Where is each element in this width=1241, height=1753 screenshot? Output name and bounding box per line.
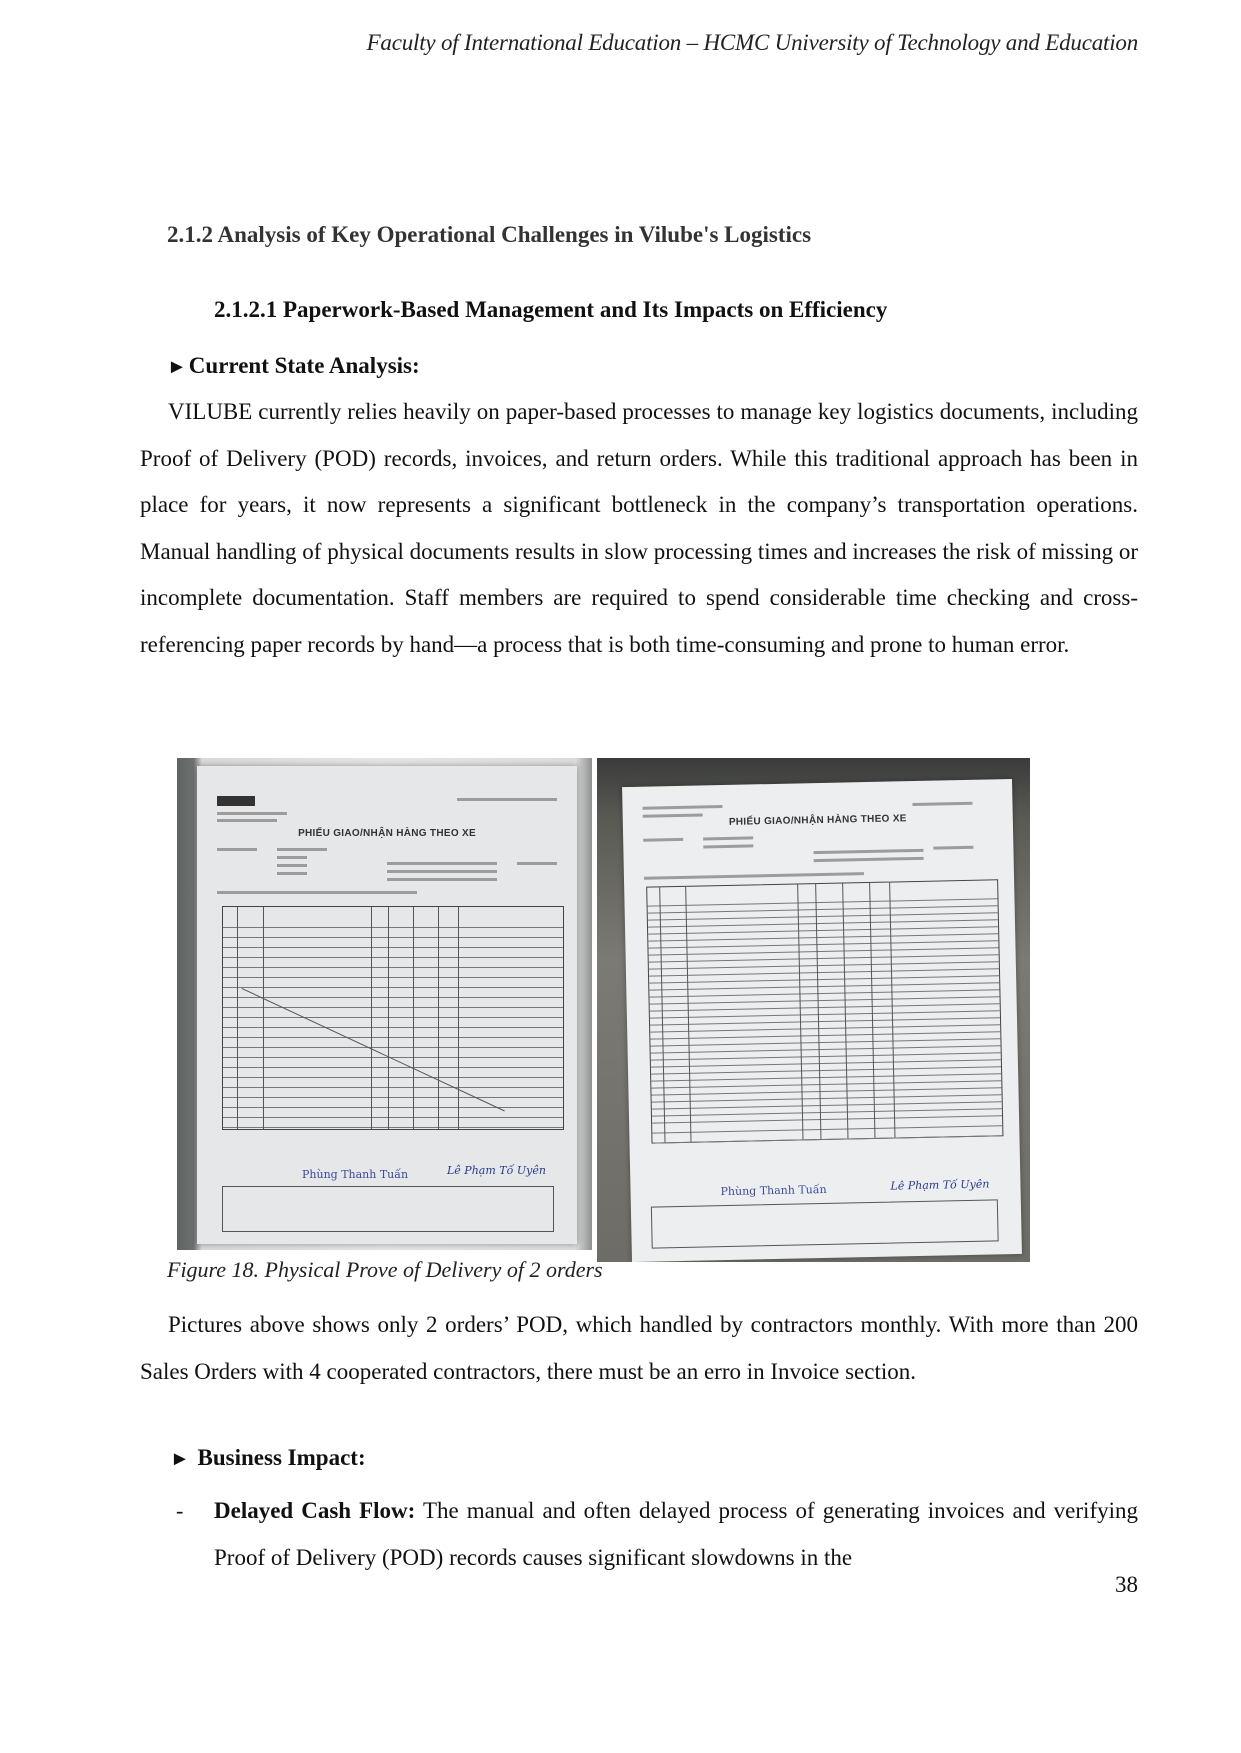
after-figure-paragraph xyxy=(140,1302,1138,1395)
pod-photo-right xyxy=(597,758,1030,1262)
notes-box xyxy=(651,1199,999,1248)
signature-receiver: Lê Phạm Tố Uyên xyxy=(890,1177,990,1193)
product-table xyxy=(222,906,564,1130)
pod-form-sheet xyxy=(197,766,577,1244)
triangle-bullet-icon: ► xyxy=(170,1448,190,1470)
form-title: PHIẾU GIAO/NHẬN HÀNG THEO XE xyxy=(728,813,907,828)
current-state-paragraph xyxy=(140,389,1138,668)
triangle-bullet-icon: ► xyxy=(167,356,187,378)
notes-box xyxy=(222,1186,554,1232)
paragraph-text: Pictures above shows only 2 orders’ POD, which handled by contractors monthly. With more than 200 Sales Orders with 4 cooperated contractors, there must be an erro in Invoice section. xyxy=(140,1312,1138,1384)
list-dash-icon: - xyxy=(176,1498,184,1523)
figure-18 xyxy=(177,758,1030,1262)
product-table xyxy=(646,879,1003,1143)
list-item-text: The manual and often delayed process of generating invoices and verifying Proof of Delivery (POD) records causes significant slowdowns in the xyxy=(214,1498,1138,1570)
signature-driver: Phùng Thanh Tuấn xyxy=(302,1168,409,1181)
current-state-heading-text: Current State Analysis: xyxy=(188,353,420,378)
form-title: PHIẾU GIAO/NHẬN HÀNG THEO XE xyxy=(298,828,476,839)
paragraph-text: VILUBE currently relies heavily on paper-based processes to manage key logistics documents, including Proof of Delivery (POD) records, invoices, and return orders. While this traditional approach has been in place for years, it now represents a significant bottleneck in the company’s transportation operations. Manual handling of physical documents results in slow processing times and increases the risk of missing or incomplete documentation. Staff members are required to spend considerable time checking and cross-referencing paper records by hand—a process that is both time-consuming and prone to human error. xyxy=(140,399,1138,657)
signature-receiver: Lê Phạm Tố Uyên xyxy=(447,1164,546,1177)
business-impact-heading xyxy=(170,1445,366,1471)
pod-form-sheet xyxy=(622,779,1022,1262)
section-heading: 2.1.2 Analysis of Key Operational Challenges in Vilube's Logistics xyxy=(167,222,812,247)
pod-photo-left xyxy=(177,758,592,1250)
business-impact-heading-text: Business Impact: xyxy=(197,1445,366,1470)
signature-driver: Phùng Thanh Tuấn xyxy=(720,1182,827,1199)
list-item-term: Delayed Cash Flow: xyxy=(214,1498,416,1523)
figure-caption: Figure 18. Physical Prove of Delivery of 2 orders xyxy=(167,1257,603,1282)
current-state-heading xyxy=(167,353,420,379)
company-logo xyxy=(217,796,255,806)
list-item xyxy=(214,1488,1138,1581)
running-header: Faculty of International Education – HCMC University of Technology and Education xyxy=(366,30,1138,55)
subsection-heading: 2.1.2.1 Paperwork-Based Management and Its Impacts on Efficiency xyxy=(214,297,888,322)
page-number: 38 xyxy=(1115,1572,1138,1597)
